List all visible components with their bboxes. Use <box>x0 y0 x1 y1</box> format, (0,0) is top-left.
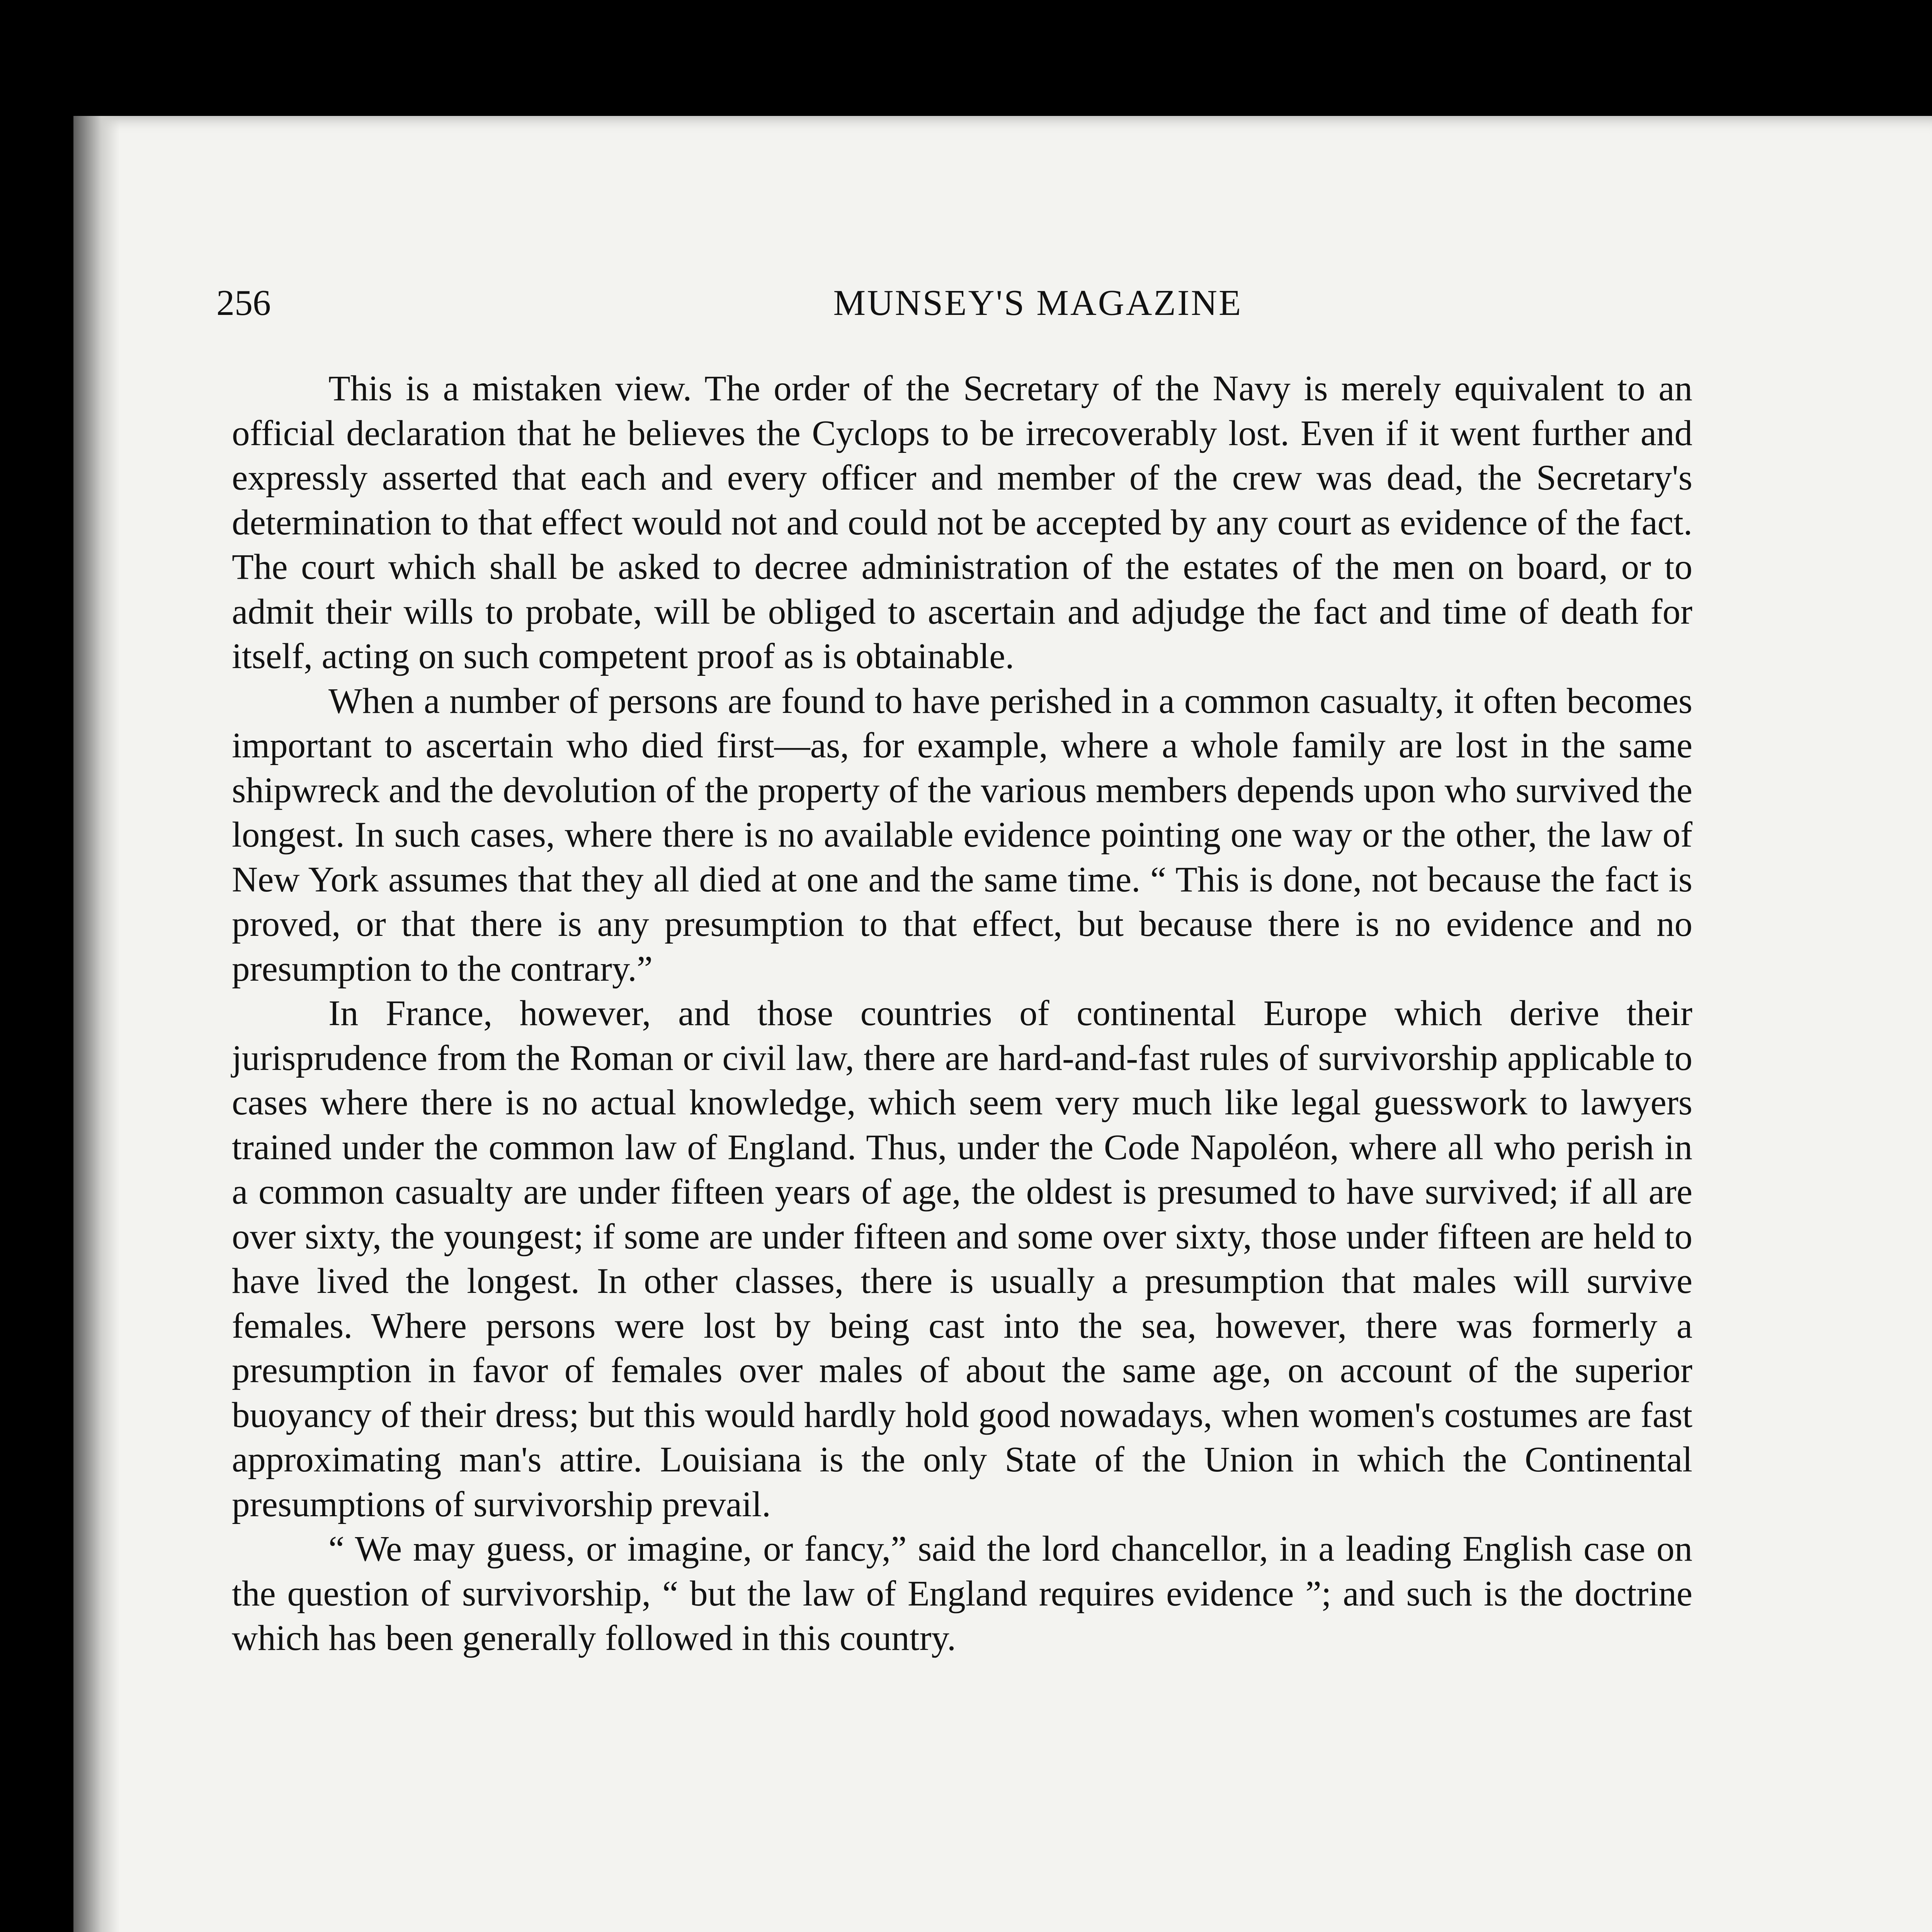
paragraph: This is a mistaken view. The order of the Secretary of the Navy is merely equivalent to an official declaration that he believes the Cyclops to be irrecoverably lost. Even if it went further and expressly asserted that each and every officer and member of the crew was dead, the Secretary's determination to that effect would not and could not be accepted by any court as evidence of the fact. The court which shall be asked to decree administration of the estates of the men on board, or to admit their wills to probate, will be obliged to ascertain and adjudge the fact and time of death for itself, acting on such competent proof as is obtainable. <box>232 369 1692 676</box>
running-title: MUNSEY'S MAGAZINE <box>833 283 1243 323</box>
paragraph: In France, however, and those countries of continental Europe which derive their jurisprudence from the Roman or civil law, there are hard-and-fast rules of survivorship applicable to cases where there is no actual knowledge, which seem very much like legal guesswork to lawyers trained under the common law of England. Thus, under the Code Napoléon, where all who perish in a common casualty are under fifteen years of age, the oldest is presumed to have survived; if all are over sixty, the youngest; if some are under fifteen and some over sixty, those under fifteen are held to have lived the longest. In other classes, there is usually a presumption that males will survive females. Where persons were lost by being cast into the sea, however, there was formerly a presumption in favor of females over males of about the same age, on account of the superior buoyancy of their dress; but this would hardly hold good nowadays, when women's costumes are fast approximating man's attire. Louisiana is the only State of the Union in which the Continental presumptions of survivorship prevail. <box>232 993 1692 1524</box>
page-number: 256 <box>216 283 271 323</box>
paragraph: “ We may guess, or imagine, or fancy,” said the lord chancellor, in a leading English case on the question of survivorship, “ but the law of England requires evidence ”; and such is the doctrine which has been generally followed in this country. <box>232 1529 1692 1658</box>
page-header <box>216 282 1859 328</box>
article-survivorship <box>232 366 1692 1661</box>
paragraph: When a number of persons are found to have perished in a common casualty, it often becomes important to ascertain who died first—as, for example, where a whole family are lost in the same shipwreck and the devolution of the property of the various members depends upon who survived the longest. In such cases, where there is no available evidence pointing one way or the other, the law of New York assumes that they all died at one and the same time. “ This is done, not because the fact is proved, or that there is any presumption to that effect, but because there is no evidence and no presumption to the contrary.” <box>232 681 1692 989</box>
